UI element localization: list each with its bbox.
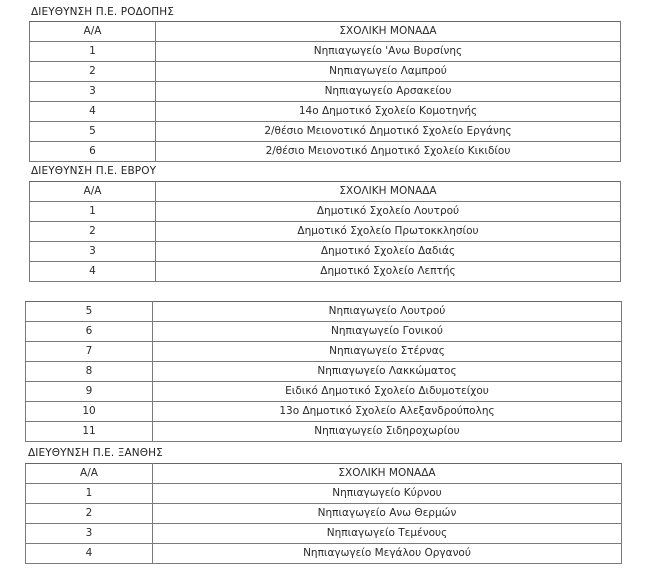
row-school: Δημοτικό Σχολείο Λουτρού bbox=[156, 202, 621, 222]
table-row bbox=[26, 524, 622, 544]
table-row bbox=[30, 202, 621, 222]
table-rodopi bbox=[29, 21, 621, 162]
row-num: 8 bbox=[26, 362, 153, 382]
section-heading-rodopi: ΔΙΕΥΘΥΝΣΗ Π.Ε. ΡΟΔΟΠΗΣ bbox=[31, 6, 174, 18]
row-num: 11 bbox=[26, 422, 153, 442]
row-school: Νηπιαγωγείο Λακκώματος bbox=[153, 362, 622, 382]
row-num: 1 bbox=[26, 484, 153, 504]
row-num: 3 bbox=[26, 524, 153, 544]
row-school: Νηπιαγωγείο Σιδηροχωρίου bbox=[153, 422, 622, 442]
row-school: Νηπιαγωγείο Τεμένους bbox=[153, 524, 622, 544]
table-xanthi bbox=[25, 463, 622, 564]
row-num: 2 bbox=[30, 222, 156, 242]
table-row bbox=[26, 302, 622, 322]
header-num: Α/Α bbox=[30, 182, 156, 202]
row-num: 9 bbox=[26, 382, 153, 402]
row-num: 2 bbox=[30, 62, 156, 82]
table-row bbox=[26, 544, 622, 564]
header-school: ΣΧΟΛΙΚΗ ΜΟΝΑΔΑ bbox=[156, 22, 621, 42]
row-num: 3 bbox=[30, 82, 156, 102]
table-evros-continuation bbox=[25, 301, 622, 442]
table-row bbox=[26, 362, 622, 382]
table-header-row bbox=[30, 182, 621, 202]
section-heading-evros: ΔΙΕΥΘΥΝΣΗ Π.Ε. ΕΒΡΟΥ bbox=[31, 165, 157, 177]
table-row bbox=[26, 402, 622, 422]
table-row bbox=[30, 122, 621, 142]
header-school: ΣΧΟΛΙΚΗ ΜΟΝΑΔΑ bbox=[153, 464, 622, 484]
table-row bbox=[26, 484, 622, 504]
row-num: 6 bbox=[30, 142, 156, 162]
row-school: Δημοτικό Σχολείο Λεπτής bbox=[156, 262, 621, 282]
row-num: 4 bbox=[30, 102, 156, 122]
table-header-row bbox=[30, 22, 621, 42]
row-num: 1 bbox=[30, 202, 156, 222]
table-row bbox=[26, 422, 622, 442]
table-row bbox=[26, 504, 622, 524]
row-school: Δημοτικό Σχολείο Πρωτοκκλησίου bbox=[156, 222, 621, 242]
table-row bbox=[30, 102, 621, 122]
header-school: ΣΧΟΛΙΚΗ ΜΟΝΑΔΑ bbox=[156, 182, 621, 202]
row-num: 5 bbox=[26, 302, 153, 322]
table-row bbox=[30, 262, 621, 282]
table-header-row bbox=[26, 464, 622, 484]
table-row bbox=[30, 82, 621, 102]
row-num: 3 bbox=[30, 242, 156, 262]
table-row bbox=[26, 342, 622, 362]
row-num: 4 bbox=[30, 262, 156, 282]
row-school: Δημοτικό Σχολείο Δαδιάς bbox=[156, 242, 621, 262]
table-row bbox=[30, 42, 621, 62]
row-school: Νηπιαγωγείο Λαμπρού bbox=[156, 62, 621, 82]
row-num: 5 bbox=[30, 122, 156, 142]
row-school: Νηπιαγωγείο Ανω Θερμών bbox=[153, 504, 622, 524]
row-num: 1 bbox=[30, 42, 156, 62]
table-row bbox=[30, 242, 621, 262]
table-row bbox=[26, 382, 622, 402]
header-num: Α/Α bbox=[30, 22, 156, 42]
table-evros bbox=[29, 181, 621, 282]
row-school: 14ο Δημοτικό Σχολείο Κομοτηνής bbox=[156, 102, 621, 122]
row-school: Νηπιαγωγείο Μεγάλου Οργανού bbox=[153, 544, 622, 564]
row-num: 4 bbox=[26, 544, 153, 564]
table-row bbox=[30, 62, 621, 82]
row-school: Νηπιαγωγείο Λουτρού bbox=[153, 302, 622, 322]
row-num: 10 bbox=[26, 402, 153, 422]
row-school: 2/θέσιο Μειονοτικό Δημοτικό Σχολείο Εργάνης bbox=[156, 122, 621, 142]
row-school: Νηπιαγωγείο Στέρνας bbox=[153, 342, 622, 362]
row-school: 13ο Δημοτικό Σχολείο Αλεξανδρούπολης bbox=[153, 402, 622, 422]
row-school: Νηπιαγωγείο Γονικού bbox=[153, 322, 622, 342]
row-school: Νηπιαγωγείο 'Ανω Βυρσίνης bbox=[156, 42, 621, 62]
table-row bbox=[30, 142, 621, 162]
row-num: 6 bbox=[26, 322, 153, 342]
row-num: 2 bbox=[26, 504, 153, 524]
row-num: 7 bbox=[26, 342, 153, 362]
section-heading-xanthi: ΔΙΕΥΘΥΝΣΗ Π.Ε. ΞΑΝΘΗΣ bbox=[28, 447, 163, 459]
row-school: Ειδικό Δημοτικό Σχολείο Διδυμοτείχου bbox=[153, 382, 622, 402]
table-row bbox=[30, 222, 621, 242]
row-school: Νηπιαγωγείο Αρσακείου bbox=[156, 82, 621, 102]
row-school: 2/θέσιο Μειονοτικό Δημοτικό Σχολείο Κικιδίου bbox=[156, 142, 621, 162]
row-school: Νηπιαγωγείο Κύρνου bbox=[153, 484, 622, 504]
header-num: Α/Α bbox=[26, 464, 153, 484]
table-row bbox=[26, 322, 622, 342]
